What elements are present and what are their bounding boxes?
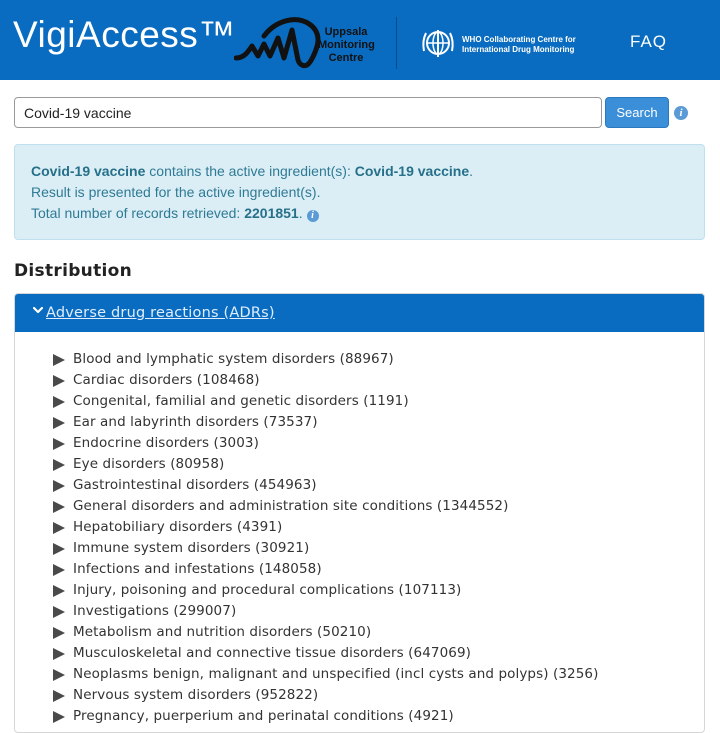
header-divider — [396, 17, 397, 69]
who-emblem-icon[interactable] — [420, 27, 456, 61]
total-records: 2201851 — [244, 205, 299, 221]
triangle-right-icon[interactable] — [53, 522, 65, 534]
list-item-label[interactable]: Infections and infestations (148058) — [73, 561, 322, 577]
triangle-right-icon[interactable] — [53, 669, 65, 681]
list-item-label[interactable]: Investigations (299007) — [73, 603, 237, 619]
info-icon[interactable]: i — [307, 210, 319, 222]
who-line-2: International Drug Monitoring — [462, 45, 575, 54]
list-item-label[interactable]: Cardiac disorders (108468) — [73, 372, 260, 388]
list-item-label[interactable]: Injury, poisoning and procedural complications (107113) — [73, 582, 462, 598]
umc-line-3: Centre — [328, 52, 364, 64]
list-item-label[interactable]: Gastrointestinal disorders (454963) — [73, 477, 317, 493]
adr-panel-title-link[interactable]: Adverse drug reactions (ADRs) — [46, 305, 275, 321]
total-label: Total number of records retrieved: — [31, 205, 245, 221]
triangle-right-icon[interactable] — [53, 585, 65, 597]
list-item-label[interactable]: Congenital, familial and genetic disorders (1191) — [73, 393, 409, 409]
list-item-label[interactable]: Endocrine disorders (3003) — [73, 435, 259, 451]
list-item-label[interactable]: Ear and labyrinth disorders (73537) — [73, 414, 318, 430]
triangle-right-icon[interactable] — [53, 375, 65, 387]
list-item-label[interactable]: Nervous system disorders (952822) — [73, 687, 319, 703]
triangle-right-icon[interactable] — [53, 543, 65, 555]
list-item-label[interactable]: Hepatobiliary disorders (4391) — [73, 519, 283, 535]
drug-name: Covid-19 vaccine — [31, 163, 146, 179]
triangle-right-icon[interactable] — [53, 480, 65, 492]
faq-link[interactable]: FAQ — [630, 32, 668, 51]
list-item-label[interactable]: Neoplasms benign, malignant and unspecified (incl cysts and polyps) (3256) — [73, 666, 599, 682]
who-logo-text — [462, 35, 602, 55]
list-item-label[interactable]: Metabolism and nutrition disorders (50210) — [73, 624, 372, 640]
chevron-down-icon[interactable] — [33, 305, 43, 315]
list-item-label[interactable]: Pregnancy, puerperium and perinatal conditions (4921) — [73, 708, 454, 724]
list-item-label[interactable]: Eye disorders (80958) — [73, 456, 225, 472]
adr-panel — [14, 293, 705, 733]
search-input[interactable] — [14, 97, 602, 128]
triangle-right-icon[interactable] — [53, 606, 65, 618]
info-icon[interactable]: i — [674, 106, 688, 120]
triangle-right-icon[interactable] — [53, 711, 65, 723]
search-button[interactable]: Search — [605, 97, 669, 128]
brand-title[interactable]: VigiAccess™ — [13, 14, 236, 55]
top-header — [0, 0, 720, 80]
list-item-label[interactable]: Immune system disorders (30921) — [73, 540, 310, 556]
list-item-label[interactable]: Musculoskeletal and connective tissue disorders (647069) — [73, 645, 472, 661]
umc-line-2: Monitoring — [318, 39, 375, 51]
result-line-3 — [31, 203, 688, 224]
who-line-1: WHO Collaborating Centre for — [462, 35, 576, 44]
triangle-right-icon[interactable] — [53, 648, 65, 660]
result-summary — [14, 144, 705, 240]
triangle-right-icon[interactable] — [53, 627, 65, 639]
triangle-right-icon[interactable] — [53, 459, 65, 471]
list-item-label[interactable]: General disorders and administration site conditions (1344552) — [73, 498, 509, 514]
triangle-right-icon[interactable] — [53, 396, 65, 408]
triangle-right-icon[interactable] — [53, 354, 65, 366]
active-ingredient: Covid-19 vaccine — [354, 163, 470, 179]
result-line-1-end: . — [469, 163, 474, 179]
result-line-1-middle: contains the active ingredient(s): — [145, 163, 355, 179]
adr-panel-header[interactable] — [15, 294, 704, 332]
triangle-right-icon[interactable] — [53, 417, 65, 429]
triangle-right-icon[interactable] — [53, 501, 65, 513]
umc-logo-text — [318, 26, 374, 65]
triangle-right-icon[interactable] — [53, 564, 65, 576]
result-line-1 — [31, 161, 688, 182]
umc-line-1: Uppsala — [324, 26, 368, 38]
triangle-right-icon[interactable] — [53, 438, 65, 450]
result-line-3-end: . — [298, 205, 303, 221]
distribution-heading: Distribution — [14, 261, 133, 281]
list-item-label[interactable]: Blood and lymphatic system disorders (88967) — [73, 351, 394, 367]
result-line-2: Result is presented for the active ingredient(s). — [31, 184, 321, 200]
triangle-right-icon[interactable] — [53, 690, 65, 702]
